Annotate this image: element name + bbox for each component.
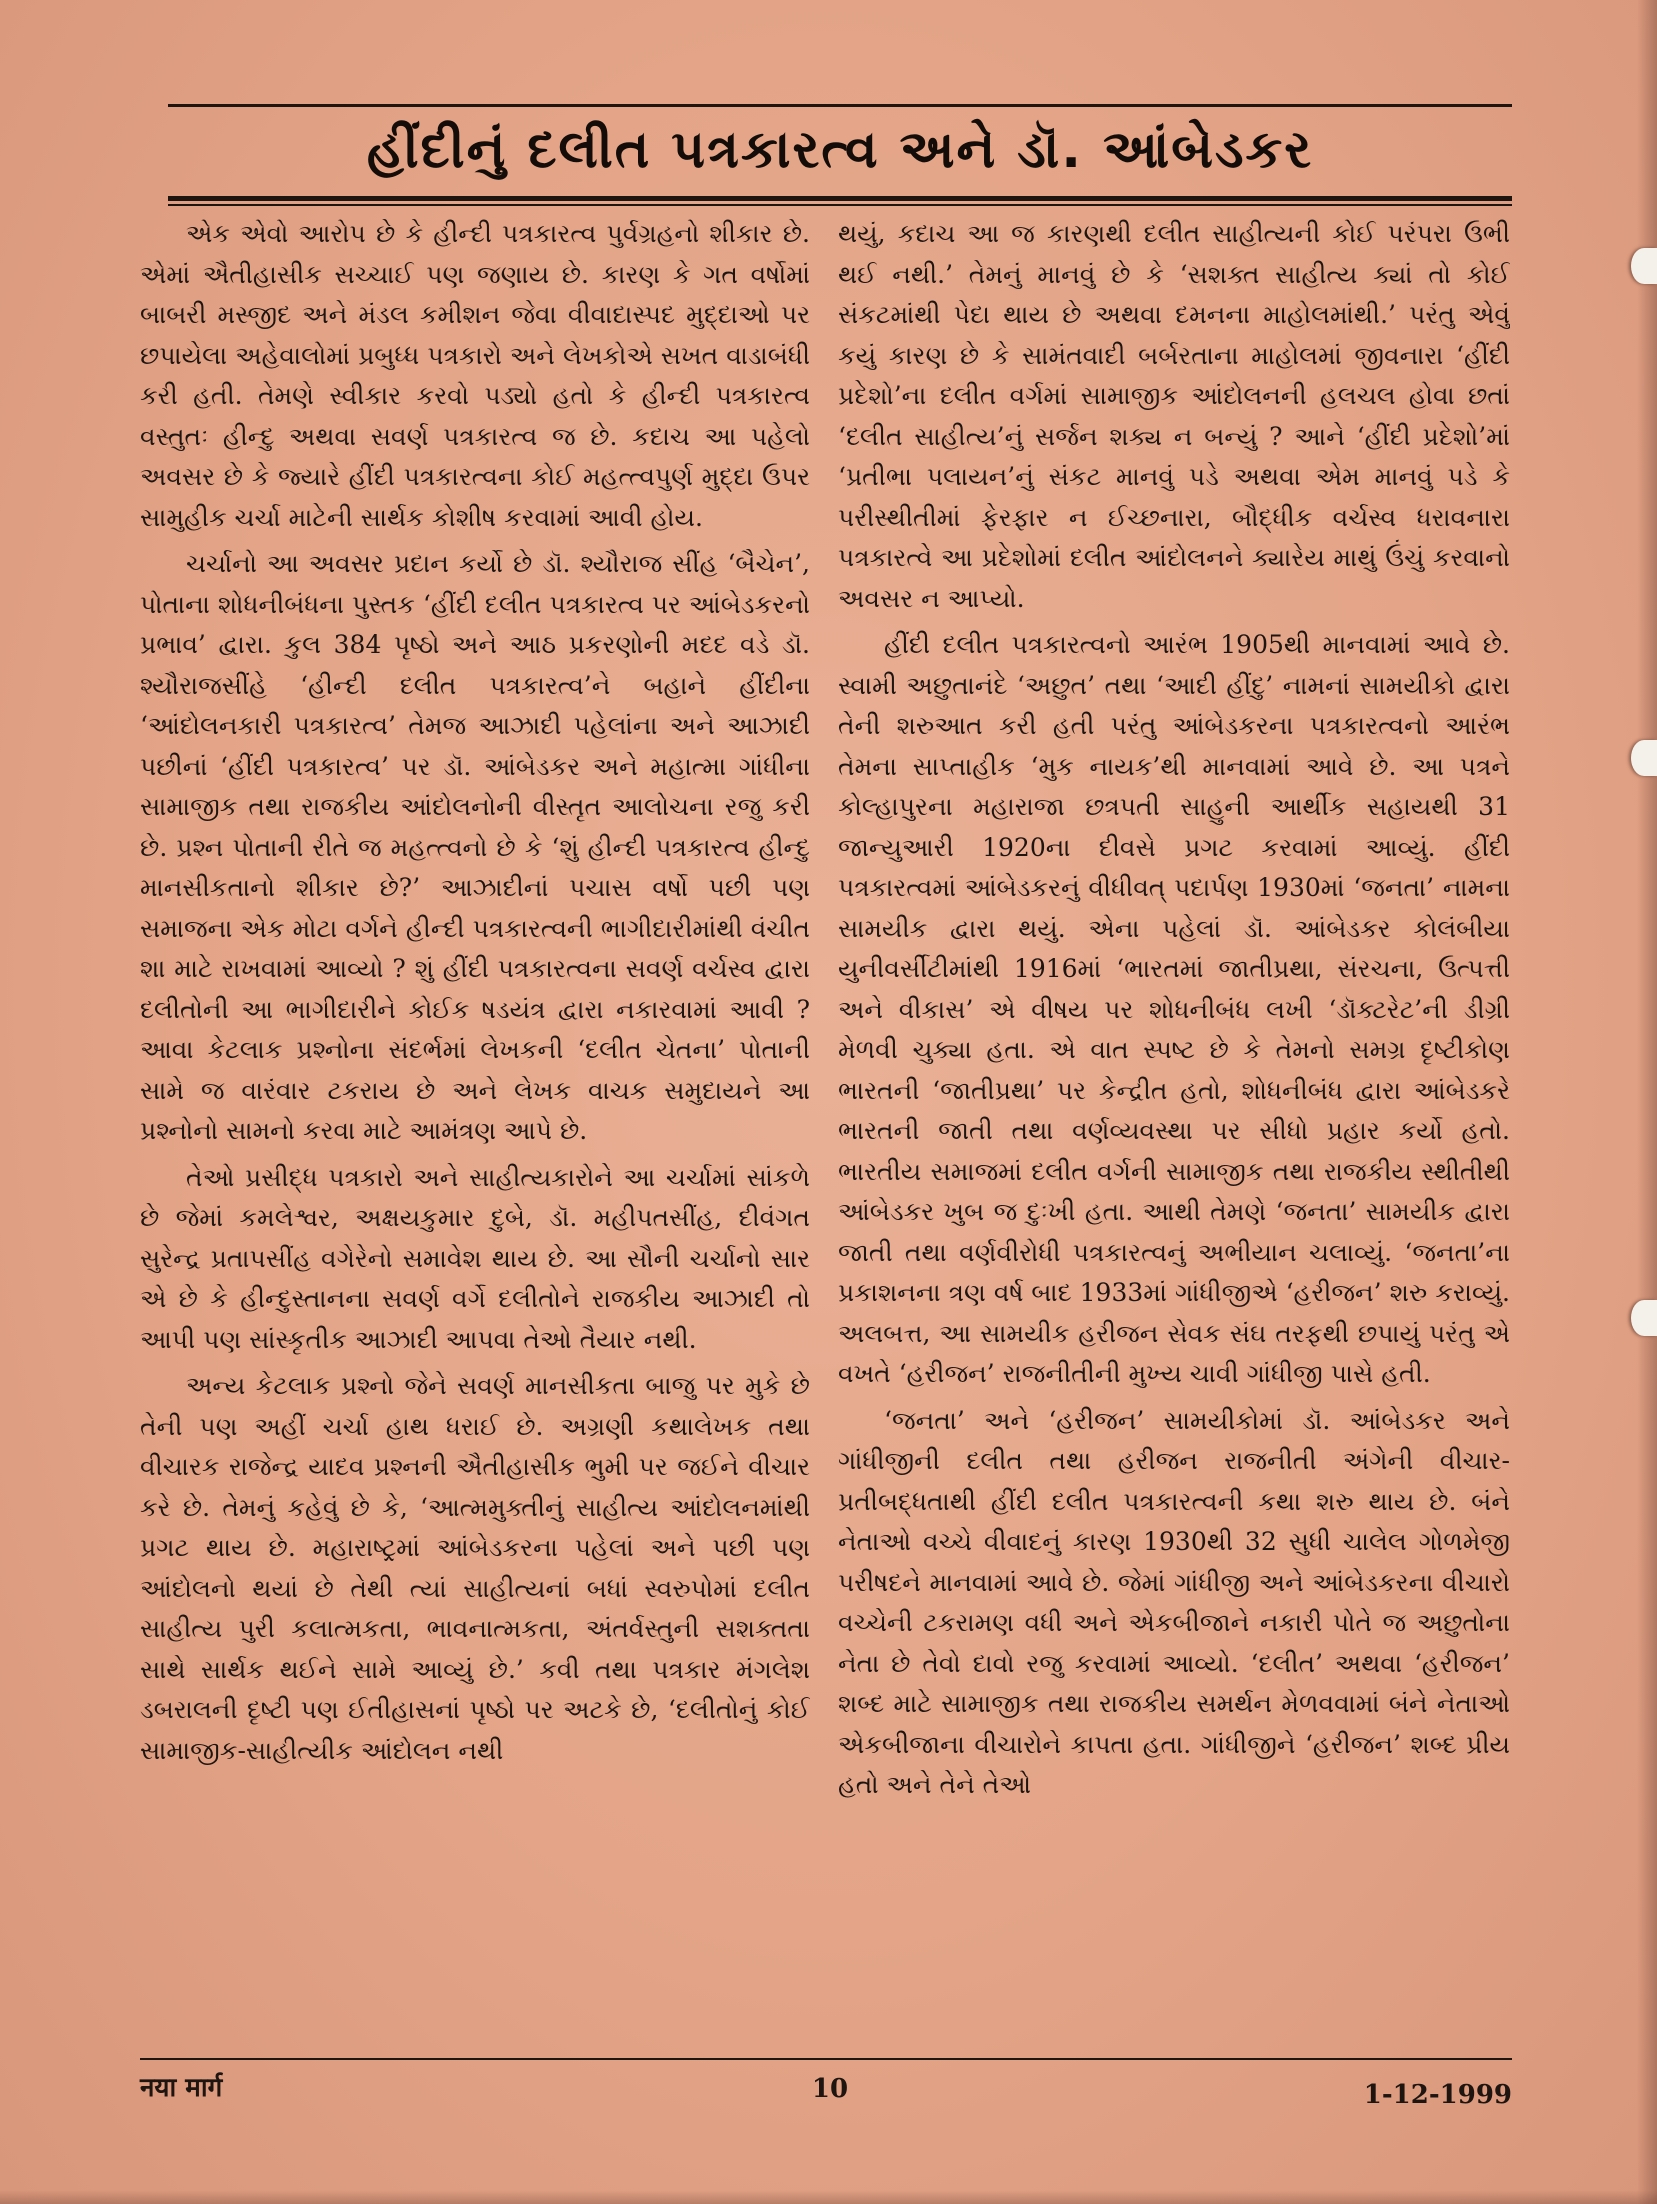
- punch-hole: [1631, 248, 1657, 284]
- issue-date: 1-12-1999: [1363, 2080, 1512, 2110]
- header-rule-thin: [168, 204, 1512, 206]
- publication-name: नया मार्ग: [140, 2073, 223, 2103]
- footer-rule: [140, 2058, 1512, 2060]
- header-rule-top: [168, 104, 1512, 107]
- page-bottom-shadow: [0, 2190, 1657, 2204]
- paragraph: તેઓ પ્રસીદ્ધ પત્રકારો અને સાહીત્યકારોને આ ચર્ચામાં સાંકળે છે જેમાં કમલેશ્વર, અક્ષયકુમાર દુબે, ડૉ. મહીપતસીંહ, દીવંગત સુરેન્દ્ર પ્રતાપસીંહ વગેરેનો સમાવેશ થાય છે. આ સૌની ચર્ચાનો સાર એ છે કે હીન્દુસ્તાનના સવર્ણ વર્ગે દલીતોને રાજકીય આઝાદી તો આપી પણ સાંસ્કૃતીક આઝાદી આપવા તેઓ તૈયાર નથી.: [140, 1162, 810, 1354]
- punch-hole: [1631, 1300, 1657, 1336]
- paragraph-continued: થયું, કદાચ આ જ કારણથી દલીત સાહીત્યની કોઈ પરંપરા ઉભી થઈ નથી.’ તેમનું માનવું છે કે ‘સશક્ત સાહીત્ય ક્યાં તો કોઈ સંકટમાંથી પેદા થાય છે અથવા દમનના માહોલમાંથી.’ પરંતુ એવું કયું કારણ છે કે સામંતવાદી બર્બરતાના માહોલમાં જીવનારા ‘હીંદી પ્રદેશો’ના દલીત વર્ગમાં સામાજીક આંદોલનની હલચલ હોવા છતાં ‘દલીત સાહીત્ય’નું સર્જન શક્ય ન બન્યું ? આને ‘હીંદી પ્રદેશો’માં ‘પ્રતીભા પલાયન’નું સંકટ માનવું પડે અથવા એમ માનવું પડે કે પરીસ્થીતીમાં ફેરફાર ન ઈચ્છનારા, બૌદ્ધીક વર્ચસ્વ ધરાવનારા પત્રકારત્વે આ પ્રદેશોમાં દલીત આંદોલનને ક્યારેય માથું ઉંચું કરવાનો અવસર ન આપ્યો.: [838, 219, 1510, 613]
- paragraph: હીંદી દલીત પત્રકારત્વનો આરંભ 1905થી માનવામાં આવે છે. સ્વામી અછુતાનંદે ‘અછુત’ તથા ‘આદી હીંદુ’ નામનાં સામયીકો દ્વારા તેની શરુઆત કરી હતી પરંતુ આંબેડકરના પત્રકારત્વનો આરંભ તેમના સાપ્તાહીક ‘મુક નાયક’થી માનવામાં આવે છે. આ પત્રને કોલ્હાપુરના મહારાજા છત્રપતી સાહુની આર્થીક સહાયથી 31 જાન્યુઆરી 1920ના દીવસે પ્રગટ કરવામાં આવ્યું. હીંદી પત્રકારત્વમાં આંબેડકરનું વીધીવત્ પદાર્પણ 1930માં ‘જનતા’ નામના સામયીક દ્વારા થયું. એના પહેલાં ડૉ. આંબેડકર કોલંબીયા યુનીવર્સીટીમાંથી 1916માં ‘ભારતમાં જાતીપ્રથા, સંરચના, ઉત્પત્તી અને વીકાસ’ એ વીષય પર શોધનીબંધ લખી ‘ડૉક્ટરેટ’ની ડીગ્રી મેળવી ચુક્યા હતા. એ વાત સ્પષ્ટ છે કે તેમનો સમગ્ર દૃષ્ટીકોણ ભારતની ‘જાતીપ્રથા’ પર કેન્દ્રીત હતો, શોધનીબંધ દ્વારા આંબેડકરે ભારતની જાતી તથા વર્ણવ્યવસ્થા પર સીધો પ્રહાર કર્યો હતો. ભારતીય સમાજમાં દલીત વર્ગની સામાજીક તથા રાજકીય સ્થીતીથી આંબેડકર ખુબ જ દુઃખી હતા. આથી તેમણે ‘જનતા’ સામયીક દ્વારા જાતી તથા વર્ણવીરોધી પત્રકારત્વનું અભીયાન ચલાવ્યું. ‘જનતા’ના પ્રકાશનના ત્રણ વર્ષ બાદ 1933માં ગાંધીજીએ ‘હરીજન’ શરુ કરાવ્યું. અલબત્ત, આ સામયીક હરીજન સેવક સંઘ તરફથી છપાયું પરંતુ એ વખતે ‘હરીજન’ રાજનીતીની મુખ્ય ચાવી ગાંધીજી પાસે હતી.: [838, 630, 1510, 1388]
- paragraph: અન્ય કેટલાક પ્રશ્નો જેને સવર્ણ માનસીકતા બાજુ પર મુકે છે તેની પણ અહીં ચર્ચા હાથ ધરાઈ છે. અગ્રણી કથાલેખક તથા વીચારક રાજેન્દ્ર યાદવ પ્રશ્નની ઐતીહાસીક ભુમી પર જઈને વીચાર કરે છે. તેમનું કહેવું છે કે, ‘આત્મમુક્તીનું સાહીત્ય આંદોલનમાંથી પ્રગટ થાય છે. મહારાષ્ટ્રમાં આંબેડકરના પહેલાં અને પછી પણ આંદોલનો થયાં છે તેથી ત્યાં સાહીત્યનાં બધાં સ્વરુપોમાં દલીત સાહીત્ય પુરી કલાત્મકતા, ભાવનાત્મકતા, અંતર્વસ્તુની સશક્તતા સાથે સાર્થક થઈને સામે આવ્યું છે.’ કવી તથા પત્રકાર મંગલેશ ડબરાલની દૃષ્ટી પણ ઈતીહાસનાં પૃષ્ઠો પર અટકે છે, ‘દલીતોનું કોઈ સામાજીક-સાહીત્યીક આંદોલન નથી: [140, 1371, 810, 1765]
- right-column: [838, 214, 1510, 2054]
- left-column: [140, 214, 810, 2054]
- page-edge-shadow: [1637, 0, 1657, 2204]
- paragraph: ‘જનતા’ અને ‘હરીજન’ સામયીકોમાં ડૉ. આંબેડકર અને ગાંધીજીની દલીત તથા હરીજન રાજનીતી અંગેની વીચાર-પ્રતીબદ્ધતાથી હીંદી દલીત પત્રકારત્વની કથા શરુ થાય છે. બંને નેતાઓ વચ્ચે વીવાદનું કારણ 1930થી 32 સુધી ચાલેલ ગોળમેજી પરીષદને માનવામાં આવે છે. જેમાં ગાંધીજી અને આંબેડકરના વીચારો વચ્ચેની ટકરામણ વધી અને એકબીજાને નકારી પોતે જ અછુતોના નેતા છે તેવો દાવો રજુ કરવામાં આવ્યો. ‘દલીત’ અથવા ‘હરીજન’ શબ્દ માટે સામાજીક તથા રાજકીય સમર્થન મેળવવામાં બંને નેતાઓ એકબીજાના વીચારોને કાપતા હતા. ગાંધીજીને ‘હરીજન’ શબ્દ પ્રીય હતો અને તેને તેઓ: [838, 1405, 1510, 1799]
- paragraph: એક એવો આરોપ છે કે હીન્દી પત્રકારત્વ પુર્વગ્રહનો શીકાર છે. એમાં ઐતીહાસીક સચ્ચાઈ પણ જણાય છે. કારણ કે ગત વર્ષોમાં બાબરી મસ્જીદ અને મંડલ કમીશન જેવા વીવાદાસ્પદ મુદ્દાઓ પર છપાયેલા અહેવાલોમાં પ્રબુધ્ધ પત્રકારો અને લેખકોએ સખત વાડાબંધી કરી હતી. તેમણે સ્વીકાર કરવો પડ્યો હતો કે હીન્દી પત્રકારત્વ વસ્તુતઃ હીન્દુ અથવા સવર્ણ પત્રકારત્વ જ છે. કદાચ આ પહેલો અવસર છે કે જ્યારે હીંદી પત્રકારત્વના કોઈ મહત્ત્વપુર્ણ મુદ્દા ઉપર સામુહીક ચર્ચા માટેની સાર્થક કોશીષ કરવામાં આવી હોય.: [140, 219, 810, 532]
- punch-hole: [1631, 740, 1657, 776]
- article-title: હીંદીનું દલીત પત્રકારત્વ અને ડૉ. આંબેડકર: [366, 120, 1314, 180]
- page-number: 10: [811, 2074, 849, 2104]
- paragraph: ચર્ચાનો આ અવસર પ્રદાન કર્યો છે ડૉ. શ્યૌરાજ સીંહ ‘બૈચેન’, પોતાના શોધનીબંધના પુસ્તક ‘હીંદી દલીત પત્રકારત્વ પર આંબેડકરનો પ્રભાવ’ દ્વારા. કુલ 384 પૃષ્ઠો અને આઠ પ્રકરણોની મદદ વડે ડૉ. શ્યૌરાજસીંહે ‘હીન્દી દલીત પત્રકારત્વ’ને બહાને હીંદીના ‘આંદોલનકારી પત્રકારત્વ’ તેમજ આઝાદી પહેલાંના અને આઝાદી પછીનાં ‘હીંદી પત્રકારત્વ’ પર ડૉ. આંબેડકર અને મહાત્મા ગાંધીના સામાજીક તથા રાજકીય આંદોલનોની વીસ્તૃત આલોચના રજુ કરી છે. પ્રશ્ન પોતાની રીતે જ મહત્ત્વનો છે કે ‘શું હીન્દી પત્રકારત્વ હીન્દુ માનસીકતાનો શીકાર છે?’ આઝાદીનાં પચાસ વર્ષો પછી પણ સમાજના એક મોટા વર્ગને હીન્દી પત્રકારત્વની ભાગીદારીમાંથી વંચીત શા માટે રાખવામાં આવ્યો ? શું હીંદી પત્રકારત્વના સવર્ણ વર્ચસ્વ દ્વારા દલીતોની આ ભાગીદારીને કોઈક ષડયંત્ર દ્વારા નકારવામાં આવી ? આવા કેટલાક પ્રશ્નોના સંદર્ભમાં લેખકની ‘દલીત ચેતના’ પોતાની સામે જ વારંવાર ટકરાય છે અને લેખક વાચક સમુદાયને આ પ્રશ્નોનો સામનો કરવા માટે આમંત્રણ આપે છે.: [140, 549, 810, 1145]
- header-rule-thick: [168, 196, 1512, 201]
